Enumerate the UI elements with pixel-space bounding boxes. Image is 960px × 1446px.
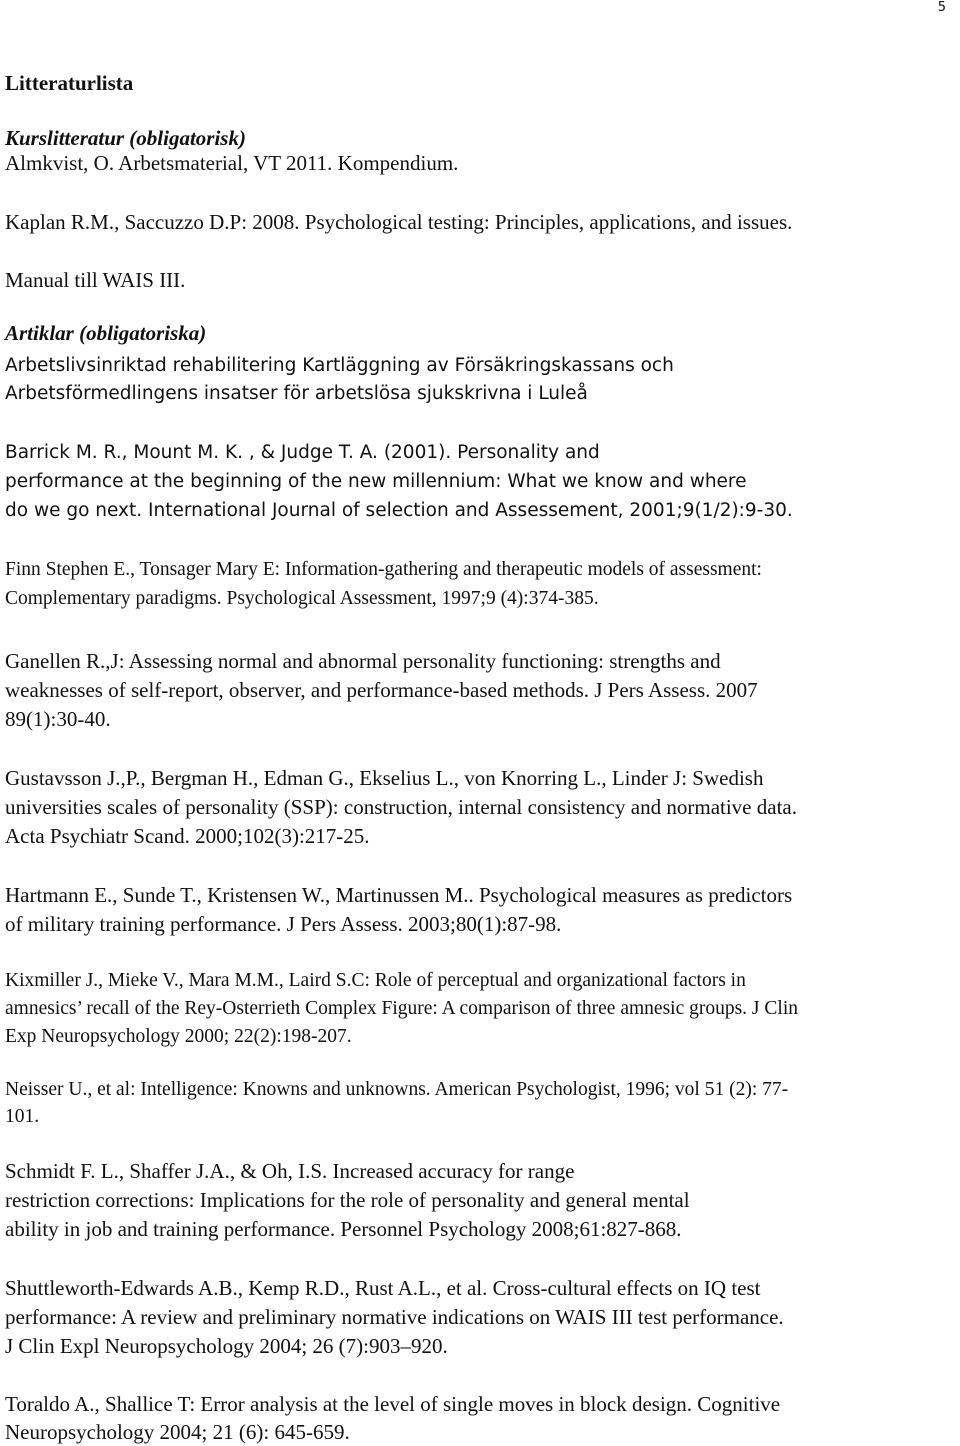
- reference-line: 101.: [5, 1106, 40, 1127]
- reference-line: performance at the beginning of the new millennium: What we know and where: [5, 471, 747, 492]
- reference-line: 89(1):30-40.: [5, 707, 111, 731]
- page-title: Litteraturlista: [5, 71, 134, 95]
- reference-line: of military training performance. J Pers Assess. 2003;80(1):87-98.: [5, 912, 562, 936]
- reference-line: universities scales of personality (SSP): construction, internal consistency and normative data.: [5, 795, 797, 819]
- reference-line: Schmidt F. L., Shaffer J.A., & Oh, I.S. Increased accuracy for range: [5, 1159, 575, 1183]
- reference-line: Neuropsychology 2004; 21 (6): 645-659.: [5, 1420, 350, 1444]
- reference-line: Ganellen R.,J: Assessing normal and abnormal personality functioning: strengths and: [5, 649, 721, 673]
- reference-line: performance: A review and preliminary normative indications on WAIS III test performance.: [5, 1305, 784, 1329]
- reference-line: do we go next. International Journal of selection and Assessement, 2001;9(1/2):9-30.: [5, 500, 793, 521]
- reference-line: Barrick M. R., Mount M. K. , & Judge T. A. (2001). Personality and: [5, 442, 600, 463]
- reference-line: Complementary paradigms. Psychological Assessment, 1997;9 (4):374-385.: [5, 588, 599, 609]
- reference-line: J Clin Expl Neuropsychology 2004; 26 (7):903–920.: [5, 1334, 448, 1358]
- reference-line: Arbetsförmedlingens insatser för arbetslösa sjukskrivna i Luleå: [5, 383, 588, 404]
- reference-line: Kixmiller J., Mieke V., Mara M.M., Laird S.C: Role of perceptual and organizational factors in: [5, 970, 746, 991]
- reference-line: Almkvist, O. Arbetsmaterial, VT 2011. Kompendium.: [5, 151, 459, 175]
- section-title-kurslitteratur: Kurslitteratur (obligatorisk): [5, 126, 246, 150]
- reference-line: Shuttleworth-Edwards A.B., Kemp R.D., Rust A.L., et al. Cross-cultural effects on IQ test: [5, 1276, 761, 1300]
- reference-line: restriction corrections: Implications for the role of personality and general mental: [5, 1188, 690, 1212]
- reference-line: Manual till WAIS III.: [5, 268, 186, 292]
- section-title-artiklar: Artiklar (obligatoriska): [5, 321, 207, 345]
- page-number: 5: [937, 0, 946, 15]
- reference-line: amnesics’ recall of the Rey-Osterrieth Complex Figure: A comparison of three amnesic groups. J Clin: [5, 998, 798, 1019]
- reference-line: Finn Stephen E., Tonsager Mary E: Information-gathering and therapeutic models of assessment:: [5, 559, 762, 580]
- reference-line: Exp Neuropsychology 2000; 22(2):198-207.: [5, 1026, 352, 1047]
- reference-line: Hartmann E., Sunde T., Kristensen W., Martinussen M.. Psychological measures as predictors: [5, 883, 793, 907]
- reference-line: Kaplan R.M., Saccuzzo D.P: 2008. Psychological testing: Principles, applications, and issues.: [5, 210, 793, 234]
- reference-line: Acta Psychiatr Scand. 2000;102(3):217-25.: [5, 824, 370, 848]
- reference-line: Gustavsson J.,P., Bergman H., Edman G., Ekselius L., von Knorring L., Linder J: Swedish: [5, 766, 764, 790]
- reference-line: Neisser U., et al: Intelligence: Knowns and unknowns. American Psychologist, 1996; vol 51 (2): 77-: [5, 1079, 789, 1100]
- reference-line: ability in job and training performance. Personnel Psychology 2008;61:827-868.: [5, 1217, 682, 1241]
- reference-line: Arbetslivsinriktad rehabilitering Kartläggning av Försäkringskassans och: [5, 355, 674, 376]
- reference-line: weaknesses of self-report, observer, and performance-based methods. J Pers Assess. 2007: [5, 678, 758, 702]
- reference-line: Toraldo A., Shallice T: Error analysis at the level of single moves in block design. Cognitive: [5, 1392, 781, 1416]
